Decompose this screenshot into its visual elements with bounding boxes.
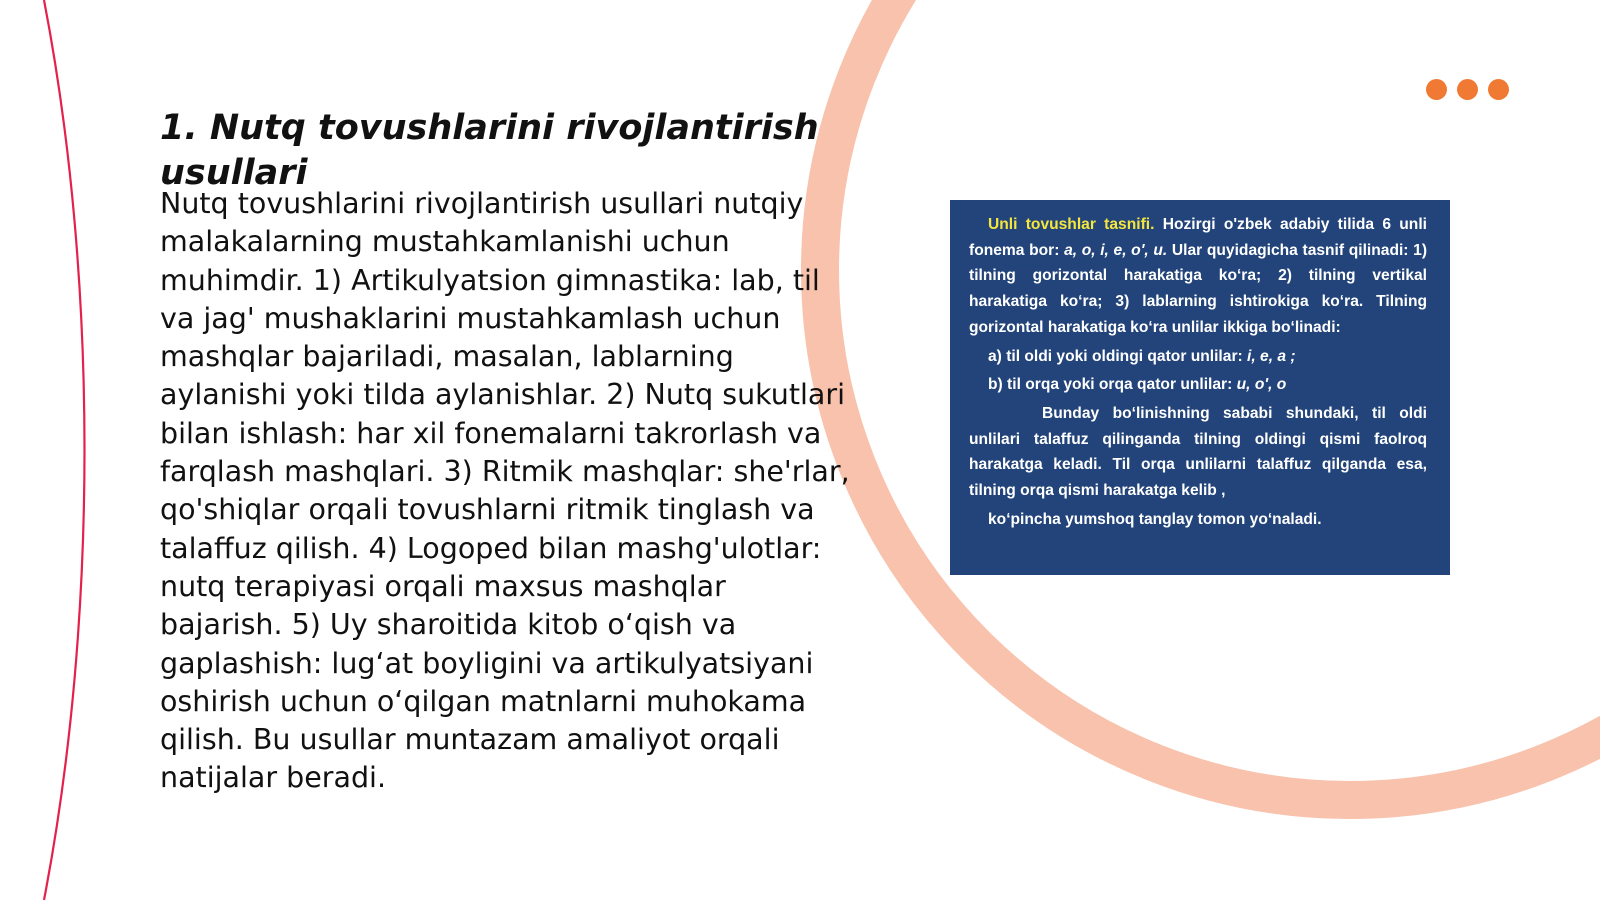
vowel-classification-box [950, 200, 1450, 575]
item-b-text: b) til orqa yoki orqa qator unlilar: [988, 376, 1237, 394]
item-b-vowels: u, o', o [1236, 376, 1287, 394]
infobox-vowel-list: a, o, i, e, o', u. [1064, 241, 1168, 259]
left-red-arc [44, 0, 85, 900]
infobox-item-b [969, 372, 1427, 398]
infobox-intro-text-a: Hozirgi o'zbek adabiy tilida 6 unli fonema bor: [969, 216, 1427, 259]
infobox-item-a [969, 344, 1427, 370]
infobox-explanation: Bunday bo‘linishning sababi shundaki, til oldi unlilari talaffuz qilinganda tilning oldingi qismi faolroq harakatga keladi. Til orqa unlilarni talaffuz qilganda esa, tilning orqa qismi harakatga kelib , [969, 404, 1427, 500]
dot-icon [1457, 79, 1478, 100]
infobox-heading: Unli tovushlar tasnifi. [988, 216, 1155, 233]
item-a-text: a) til oldi yoki oldingi qator unlilar: [988, 347, 1248, 365]
infobox-intro-paragraph [969, 212, 1427, 341]
infobox-closing: ko‘pincha yumshoq tanglay tomon yo‘naladi. [988, 510, 1322, 528]
slide-body-text: Nutq tovushlarini rivojlantirish usullari nutqiy malakalarning mustahkamlanishi uchun muhimdir. 1) Artikulyatsion gimnastika: lab, til va jag' mushaklarini mustahkamlash uchun mashqlar bajariladi, masalan, lablarning aylanishi yoki tilda aylanishlar. 2) Nutq sukutlari bilan ishlash: har xil fonemalarni takrorlash va farqlash mashqlari. 3) Ritmik mashqlar: she'rlar, qo'shiqlar orqali tovushlarni ritmik tinglash va talaffuz qilish. 4) Logoped bilan mashg'ulotlar: nutq terapiyasi orqali maxsus mashqlar bajarish. 5) Uy sharoitida kitob o‘qish va gaplashish: lug‘at boyligini va artikulyatsiyani oshirish uchun o‘qilgan matnlarni muhokama qilish. Bu usullar muntazam amaliyot orqali natijalar beradi. [160, 187, 850, 795]
dot-icon [1426, 79, 1447, 100]
dot-icon [1488, 79, 1509, 100]
slide-title: 1. Nutq tovushlarini rivojlantirish usullari [160, 108, 819, 193]
item-a-vowels: i, e, a ; [1247, 347, 1296, 365]
infobox-intro-text-b: Ular quyidagicha tasnif qilinadi: 1) tilning gorizontal harakatiga ko‘ra; 2) tilning vertikal harakatiga ko‘ra; 3) lablarning ishtirokiga ko‘ra. Tilning gorizontal harakatiga ko‘ra unlilar ikkiga bo‘linadi: [969, 241, 1428, 336]
menu-dots-icon [1426, 79, 1509, 100]
